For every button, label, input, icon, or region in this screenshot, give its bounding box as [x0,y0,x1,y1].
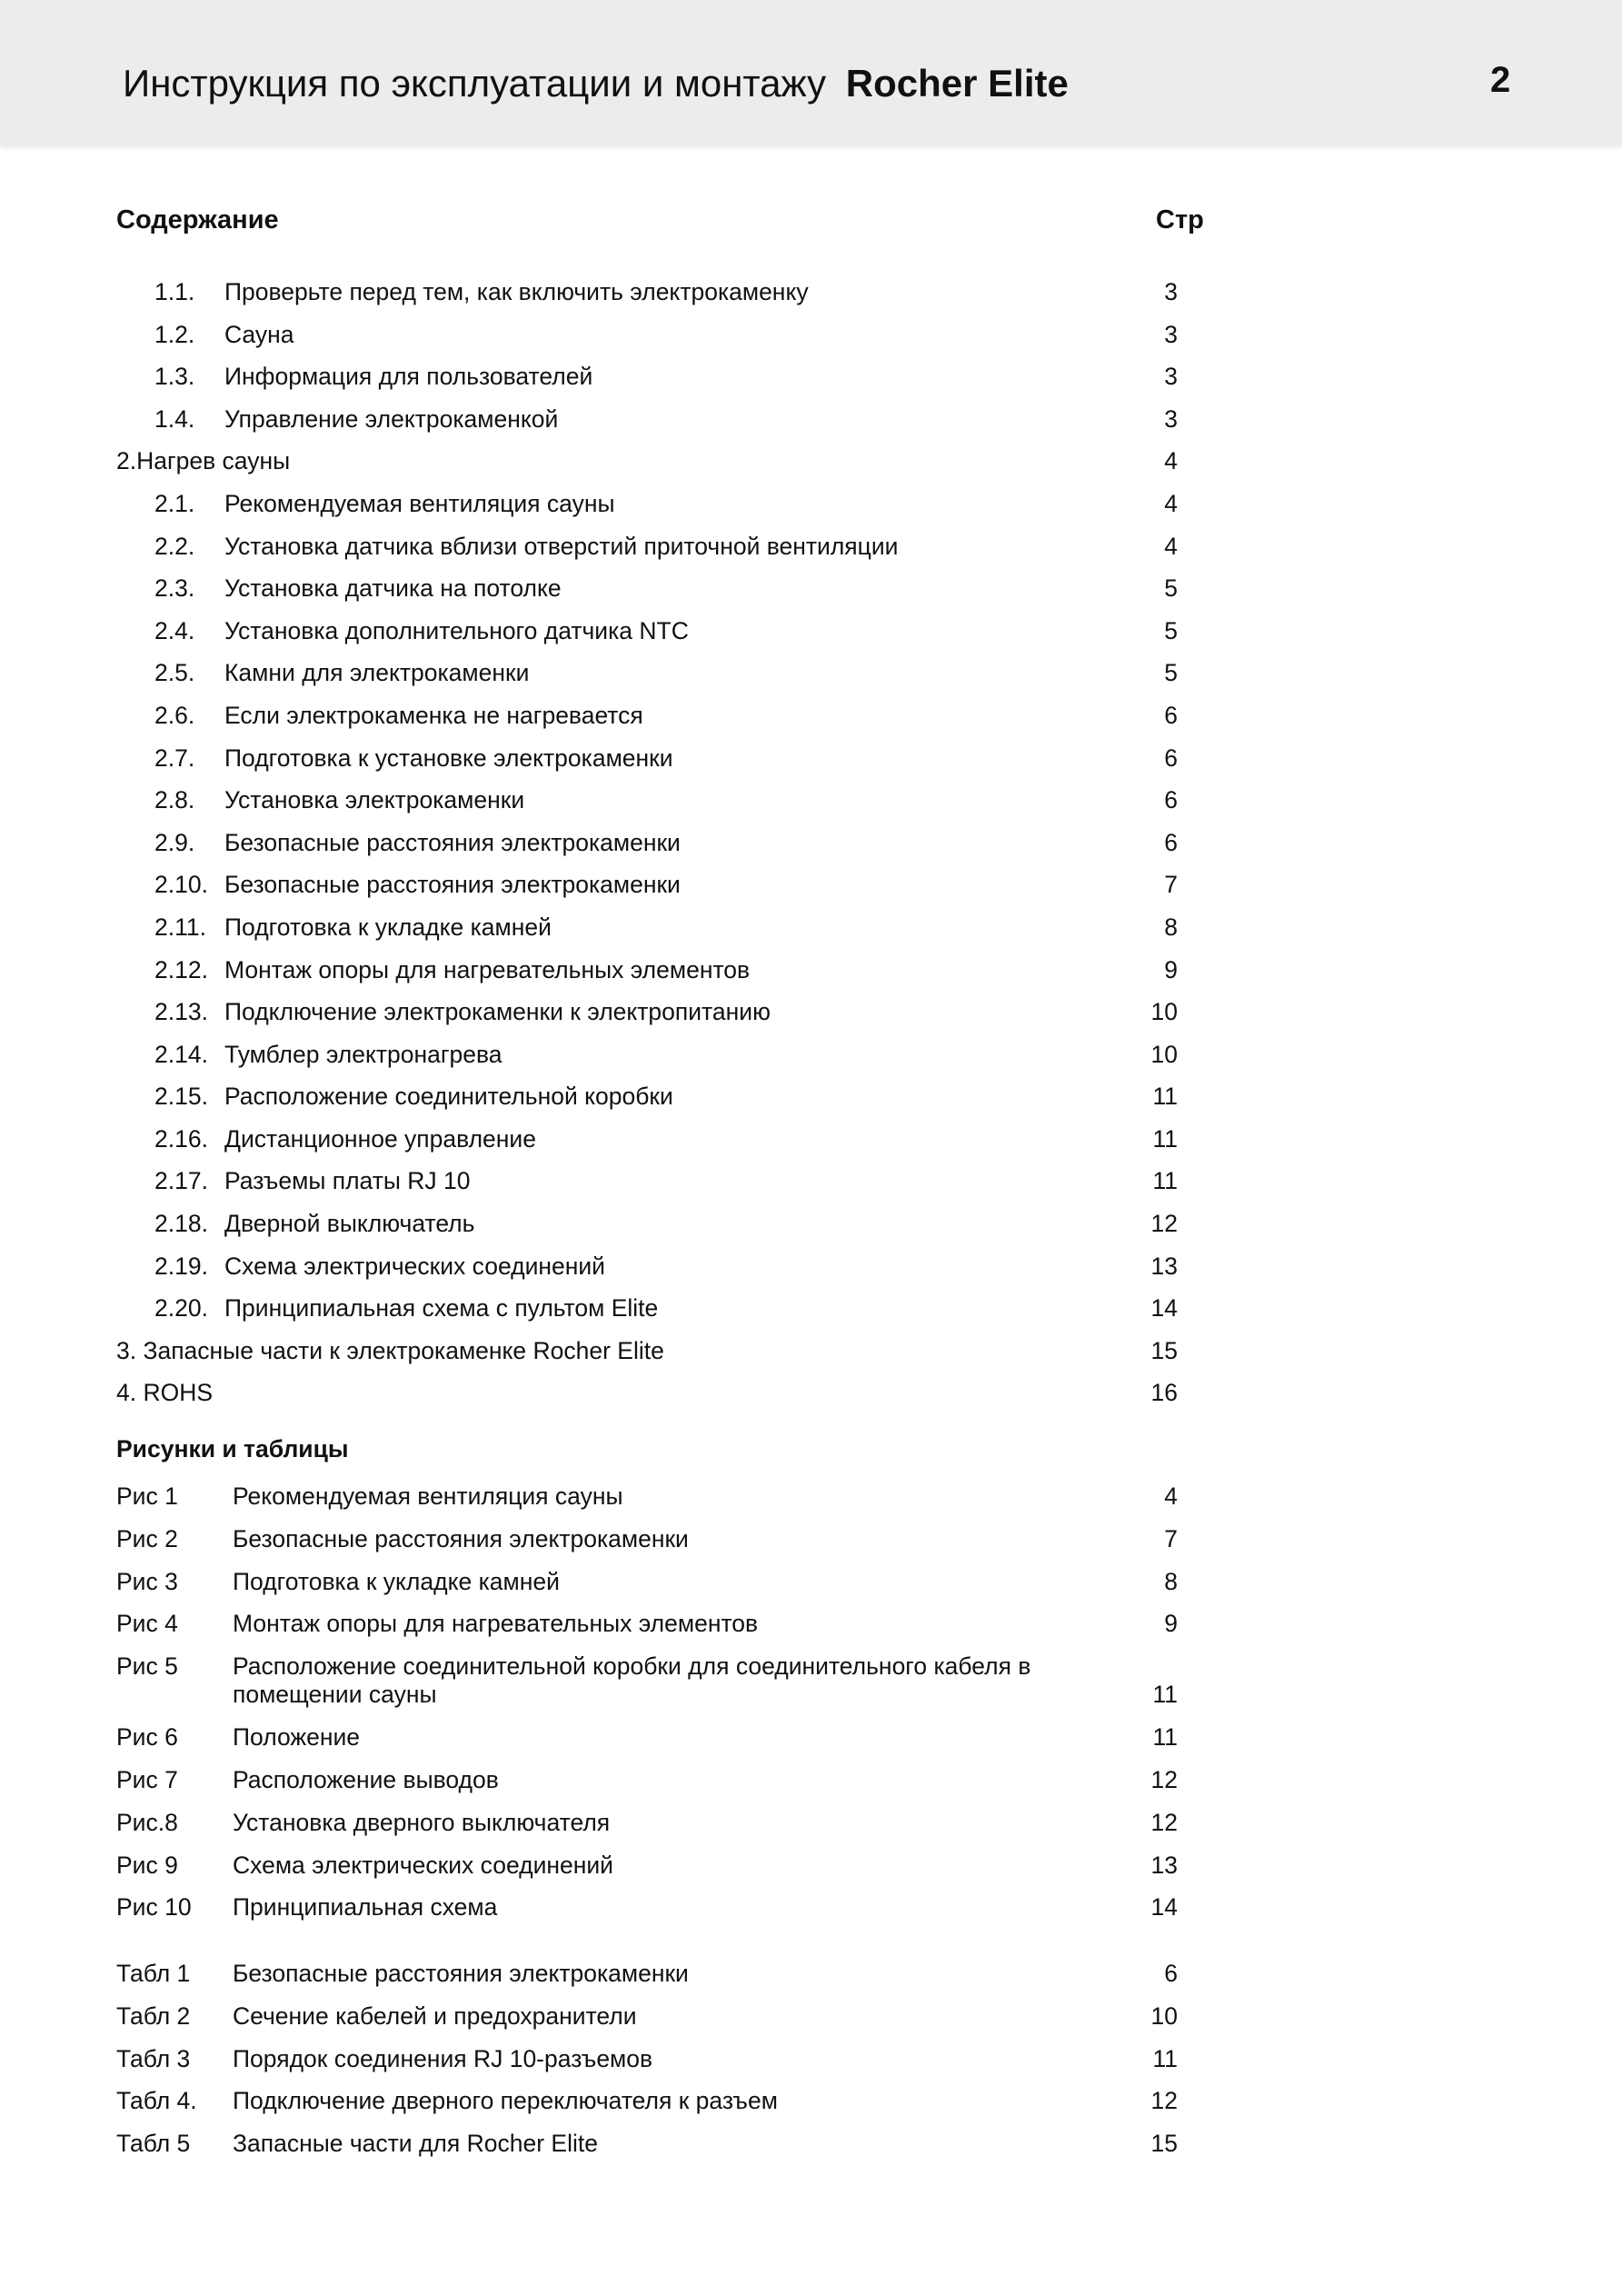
toc-entry-title: Подключение электрокаменки к электропитанию [224,998,771,1026]
toc-entry-title: Если электрокаменка не нагревается [224,701,643,729]
toc-entry-number: 2.14. [154,1040,208,1068]
figure-entry-title: Рекомендуемая вентиляция сауны [233,1482,623,1510]
figure-entry-number: Рис 9 [116,1851,178,1879]
toc-entry-page: 3 [1164,320,1178,348]
toc-entry[interactable] [0,525,1622,568]
toc-entry[interactable] [0,652,1622,694]
document-title [123,58,1069,109]
toc-entry[interactable] [0,694,1622,737]
toc-entry[interactable] [0,567,1622,610]
toc-entry-title: Безопасные расстояния электрокаменки [224,828,681,856]
toc-entry-page: 10 [1150,998,1178,1026]
toc-entry-number: 2.6. [154,701,195,729]
figure-entry[interactable] [0,1645,1622,1716]
toc-entry-number: 2.18. [154,1210,208,1238]
figure-entry-number: Рис 5 [116,1652,178,1681]
table-entry[interactable] [0,1995,1622,2038]
toc-entry-title: Установка электрокаменки [224,786,525,814]
toc-entry-title: Подготовка к установке электрокаменки [224,744,673,772]
figure-entry-title: Безопасные расстояния электрокаменки [233,1524,689,1552]
toc-entry-number: 2.13. [154,998,208,1026]
table-entry-page: 12 [1150,2087,1178,2115]
figure-entry-number: Рис 1 [116,1482,178,1510]
toc-entry-page: 13 [1150,1252,1178,1280]
figure-entry-page: 14 [1150,1893,1178,1922]
toc-entry-title: Тумблер электронагрева [224,1040,503,1068]
toc-entry-title: Разъемы платы RJ 10 [224,1167,471,1195]
figure-entry-number: Рис 4 [116,1610,178,1638]
toc-entry[interactable] [0,314,1622,356]
figure-entry[interactable] [0,1561,1622,1603]
figure-entry-page: 9 [1164,1610,1178,1638]
toc-entry-number: 2.10. [154,871,208,899]
figure-entry-title: Расположение выводов [233,1765,499,1793]
toc-entry[interactable] [0,1033,1622,1076]
toc-entry-page: 14 [1150,1294,1178,1323]
toc-entry[interactable] [0,610,1622,653]
toc-entry-page: 6 [1164,828,1178,856]
figure-entry-page: 4 [1164,1482,1178,1510]
toc-entry-page: 3 [1164,278,1178,305]
toc-heading: Содержание [116,205,279,235]
toc-entry[interactable] [0,483,1622,525]
figure-entry-number: Рис 6 [116,1723,178,1752]
figure-entry-page: 12 [1150,1765,1178,1793]
toc-entry-page: 9 [1164,955,1178,983]
toc-entry-page: 11 [1152,1124,1178,1153]
toc-entry-page: 7 [1164,871,1178,899]
toc-list [0,271,1622,1414]
toc-entry-page: 12 [1150,1210,1178,1238]
figure-entry-title: Схема электрических соединений [233,1851,613,1879]
toc-entry[interactable] [0,440,1622,483]
toc-entry-title: Дверной выключатель [224,1210,475,1238]
toc-entry[interactable] [0,949,1622,992]
toc-entry-title: Установка датчика вблизи отверстий приточной вентиляции [224,532,899,560]
toc-entry-title: Управление электрокаменкой [224,404,559,433]
figure-entry-number: Рис 3 [116,1567,178,1595]
toc-entry[interactable] [0,1330,1622,1373]
toc-entry-title: Принципиальная схема с пультом Elite [224,1294,659,1323]
toc-entry-page: 6 [1164,744,1178,772]
page-column-heading: Стр [1156,205,1204,235]
toc-entry-page: 3 [1164,363,1178,391]
figure-entry-title: Подготовка к укладке камней [233,1567,560,1595]
figure-entry[interactable] [0,1475,1622,1518]
page-header [0,0,1622,145]
toc-entry-page: 6 [1164,701,1178,729]
figure-entry-number: Рис 10 [116,1893,192,1922]
table-entry-page: 6 [1164,1960,1178,1987]
figure-entry-page: 13 [1150,1851,1178,1879]
toc-entry[interactable] [0,398,1622,441]
toc-entry-number: 2.5. [154,659,195,687]
table-entry[interactable] [0,1952,1622,1995]
toc-entry[interactable] [0,822,1622,864]
toc-entry-title: Сауна [224,320,294,348]
figure-entry-title: Монтаж опоры для нагревательных элементов [233,1610,759,1638]
figures-heading: Рисунки и таблицы [116,1435,349,1462]
toc-entry-page: 4 [1164,447,1178,475]
table-entry-title: Порядок соединения RJ 10-разъемов [233,2044,653,2072]
toc-entry-number: 2.16. [154,1124,208,1153]
toc-entry-page: 6 [1164,786,1178,814]
toc-entry-number: 2.2. [154,532,195,560]
toc-entry[interactable] [0,906,1622,949]
toc-entry-page: 5 [1164,616,1178,644]
toc-entry-title: Расположение соединительной коробки [224,1083,673,1111]
figure-entry-title: Положение [233,1723,361,1752]
table-entry-title: Безопасные расстояния электрокаменки [233,1960,689,1987]
table-entry-number: Табл 3 [116,2044,191,2072]
toc-entry-title: Установка датчика на потолке [224,574,562,603]
table-entry[interactable] [0,2080,1622,2122]
toc-entry[interactable] [0,355,1622,398]
toc-entry[interactable] [0,991,1622,1033]
figure-entry-title: Установка дверного выключателя [233,1808,611,1836]
table-entry[interactable] [0,2122,1622,2165]
figure-entry[interactable] [0,1716,1622,1759]
toc-entry-number: 2.1. [154,489,195,517]
product-name: Rocher Elite [845,62,1069,105]
toc-entry-number: 2.8. [154,786,195,814]
toc-entry[interactable] [0,863,1622,906]
toc-entry-page: 5 [1164,574,1178,603]
toc-entry-number: 2.9. [154,828,195,856]
figure-entry[interactable] [0,1518,1622,1561]
toc-entry[interactable] [0,737,1622,780]
figure-entry[interactable] [0,1844,1622,1887]
figure-entry[interactable] [0,1759,1622,1802]
toc-entry-page: 11 [1152,1167,1178,1195]
toc-entry-page: 4 [1164,532,1178,560]
toc-entry-title: 4. ROHS [116,1379,214,1407]
toc-entry-page: 15 [1150,1336,1178,1364]
toc-entry-title: 3. Запасные части к электрокаменке Rocher Elite [116,1336,664,1364]
toc-entry-number: 1.1. [154,278,195,305]
toc-entry-page: 5 [1164,659,1178,687]
figure-entry-number: Рис.8 [116,1808,178,1836]
table-entry-number: Табл 1 [116,1960,191,1987]
table-entry-title: Подключение дверного переключателя к разъем [233,2087,778,2115]
toc-entry-number: 2.19. [154,1252,208,1280]
toc-entry[interactable] [0,1118,1622,1161]
figure-entry-page: 7 [1164,1524,1178,1552]
figure-entry[interactable] [0,1886,1622,1929]
toc-entry-number: 2.15. [154,1083,208,1111]
table-entry-page: 15 [1150,2130,1178,2158]
toc-entry-number: 1.3. [154,363,195,391]
toc-entry-title: 2.Нагрев сауны [116,447,291,475]
table-entry-title: Запасные части для Rocher Elite [233,2130,598,2158]
toc-entry-title: Камни для электрокаменки [224,659,530,687]
toc-entry-page: 4 [1164,489,1178,517]
toc-entry[interactable] [0,1245,1622,1288]
toc-entry-number: 2.3. [154,574,195,603]
figure-entry-number: Рис 2 [116,1524,178,1552]
figure-entry-title: Принципиальная схема [233,1893,498,1922]
figures-list [0,1475,1622,1929]
toc-entry-number: 1.2. [154,320,195,348]
toc-entry-title: Рекомендуемая вентиляция сауны [224,489,615,517]
table-entry-number: Табл 4. [116,2087,197,2115]
toc-entry-number: 2.7. [154,744,195,772]
toc-entry[interactable] [0,271,1622,314]
toc-entry-page: 8 [1164,913,1178,941]
toc-entry-page: 3 [1164,404,1178,433]
table-entry-page: 10 [1150,2002,1178,2030]
table-entry-number: Табл 2 [116,2002,191,2030]
toc-entry[interactable] [0,1160,1622,1203]
toc-entry-number: 2.4. [154,616,195,644]
table-entry-number: Табл 5 [116,2130,191,2158]
toc-entry[interactable] [0,1203,1622,1245]
toc-entry[interactable] [0,779,1622,822]
figure-entry-number: Рис 7 [116,1765,178,1793]
figure-entry-page: 11 [1152,1723,1178,1752]
toc-entry-number: 1.4. [154,404,195,433]
toc-entry-title: Схема электрических соединений [224,1252,605,1280]
toc-entry-title: Безопасные расстояния электрокаменки [224,871,681,899]
document-title-text: Инструкция по эксплуатации и монтажу [123,62,827,105]
toc-entry-title: Проверьте перед тем, как включить электрокаменку [224,278,809,305]
toc-entry[interactable] [0,1287,1622,1330]
table-entry-page: 11 [1152,2044,1178,2072]
page-number: 2 [1490,60,1511,100]
toc-entry-title: Подготовка к укладке камней [224,913,552,941]
figure-entry-page: 8 [1164,1567,1178,1595]
toc-entry[interactable] [0,1075,1622,1118]
table-entry[interactable] [0,2038,1622,2081]
toc-entry-number: 2.11. [154,913,206,941]
toc-entry-title: Установка дополнительного датчика NTC [224,616,689,644]
figure-entry[interactable] [0,1602,1622,1645]
toc-entry-number: 2.17. [154,1167,208,1195]
figure-entry-page: 12 [1150,1808,1178,1836]
toc-entry-title: Дистанционное управление [224,1124,536,1153]
tables-list [0,1952,1622,2165]
figure-entry-title: Расположение соединительной коробки для соединительного кабеля в помещении сауны [233,1652,1031,1709]
table-entry-title: Сечение кабелей и предохранители [233,2002,637,2030]
toc-entry-number: 2.12. [154,955,208,983]
figure-entry-page: 11 [1152,1681,1178,1709]
toc-entry-page: 11 [1152,1083,1178,1111]
figure-entry[interactable] [0,1802,1622,1844]
toc-entry-page: 16 [1150,1379,1178,1407]
toc-entry-title: Информация для пользователей [224,363,593,391]
toc-entry-number: 2.20. [154,1294,208,1323]
toc-entry[interactable] [0,1372,1622,1414]
toc-entry-title: Монтаж опоры для нагревательных элементов [224,955,751,983]
toc-entry-page: 10 [1150,1040,1178,1068]
